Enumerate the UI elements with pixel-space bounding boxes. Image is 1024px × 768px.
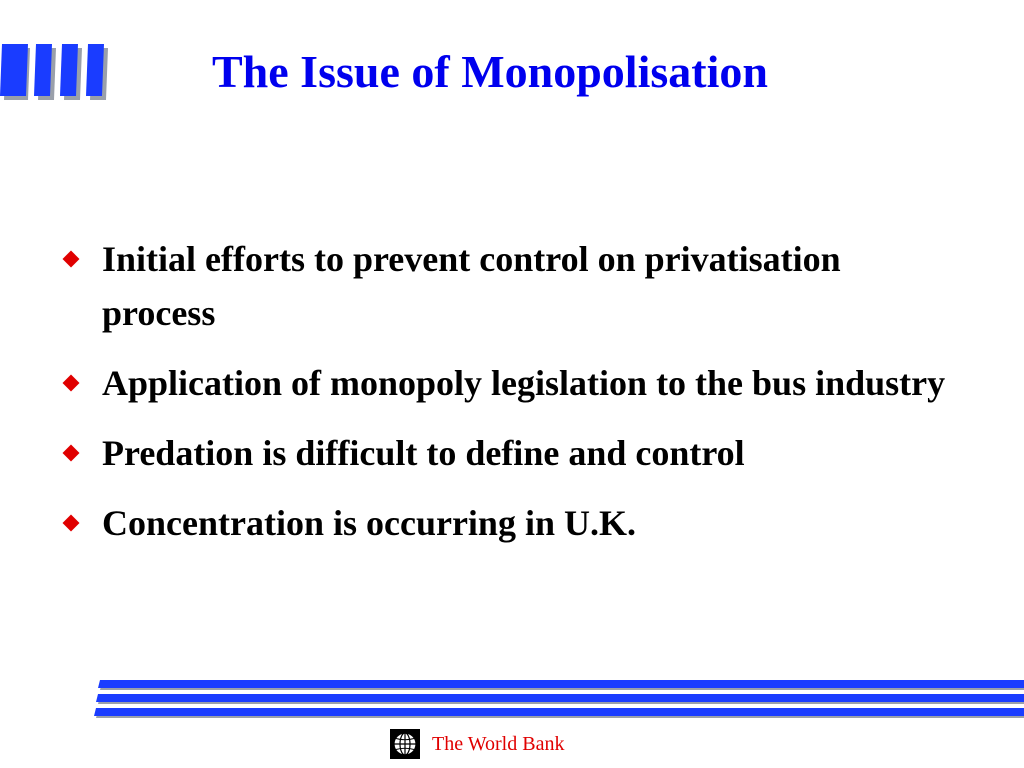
footer-organization-name: The World Bank [432,733,565,755]
bullet-item [60,426,960,480]
bullet-text: Application of monopoly legislation to the bus industry [102,363,946,403]
bullet-text: Initial efforts to prevent control on privatisation process [102,239,841,333]
bullet-item [60,232,960,340]
diamond-bullet-icon [63,445,80,462]
bullet-list [60,232,960,566]
footer-stripes [92,678,1024,722]
footer [390,728,564,760]
slide-title: The Issue of Monopolisation [212,46,768,97]
slide-logo-bars [0,44,112,100]
bullet-text: Concentration is occurring in U.K. [102,503,636,543]
diamond-bullet-icon [63,375,80,392]
bullet-item [60,496,960,550]
diamond-bullet-icon [63,251,80,268]
globe-icon [390,729,420,759]
bullet-item [60,356,960,410]
diamond-bullet-icon [63,515,80,532]
bullet-text: Predation is difficult to define and control [102,433,745,473]
